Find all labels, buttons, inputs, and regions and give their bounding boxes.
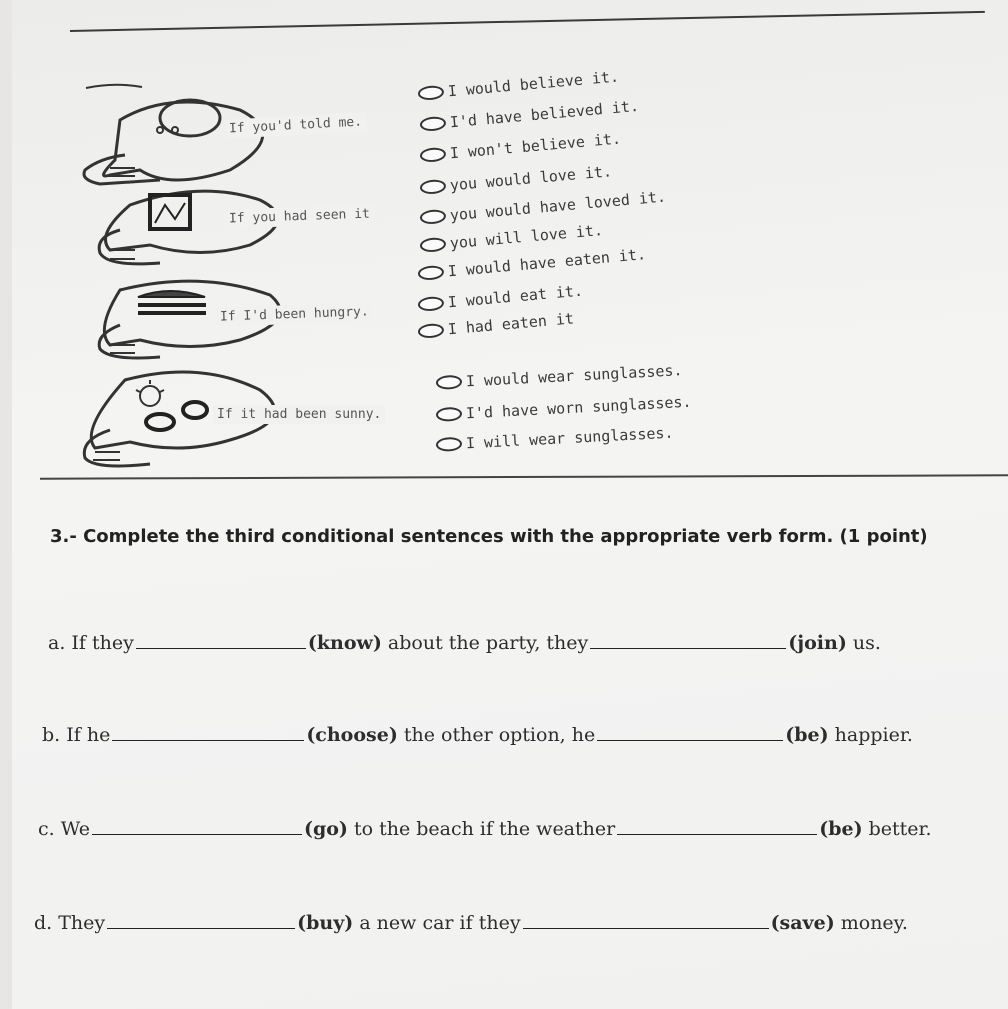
radio-button[interactable] (419, 116, 446, 132)
option-row[interactable] (436, 361, 683, 392)
matching-worksheet (0, 0, 1008, 482)
radio-button[interactable] (417, 85, 444, 101)
option-row[interactable] (436, 424, 674, 454)
verb-hint: (be) (785, 724, 829, 746)
radio-button[interactable] (417, 265, 444, 281)
radio-button[interactable] (419, 147, 446, 163)
answer-blank[interactable] (92, 833, 302, 835)
option-label: I will wear sunglasses. (465, 423, 674, 453)
option-row[interactable] (417, 282, 583, 314)
sentence-end: happier. (834, 724, 913, 746)
option-row[interactable] (419, 221, 603, 255)
option-row[interactable] (436, 393, 692, 424)
exercise-sentence (38, 818, 932, 840)
option-label: I would eat it. (447, 281, 584, 312)
verb-hint: (join) (788, 632, 847, 654)
option-label: I won't believe it. (449, 129, 622, 163)
radio-button[interactable] (436, 375, 463, 390)
sentence-letter: c. (38, 818, 55, 840)
top-border-line (70, 11, 985, 32)
verb-hint: (go) (303, 818, 348, 840)
exercise-sentence (48, 632, 881, 654)
option-label: I'd have worn sunglasses. (465, 392, 692, 423)
option-label: I had eaten it (447, 309, 575, 339)
radio-button[interactable] (417, 296, 444, 312)
radio-button[interactable] (419, 179, 446, 195)
verb-hint: (choose) (306, 724, 398, 746)
sentence-start: They (58, 912, 106, 934)
sentence-end: better. (868, 818, 932, 840)
sentence-start: We (60, 818, 90, 840)
verb-hint: (buy) (297, 912, 354, 934)
sentence-start: If they (71, 632, 134, 654)
option-label: you would love it. (449, 162, 613, 195)
sentence-letter: d. (34, 912, 53, 934)
answer-blank[interactable] (112, 739, 304, 741)
radio-button[interactable] (419, 209, 446, 225)
scene-label: If you had seen it (225, 204, 374, 228)
option-row[interactable] (419, 129, 621, 165)
sentence-middle: to the beach if the weather (353, 818, 616, 840)
sentence-start: If he (66, 724, 111, 746)
scene-label: If you'd told me. (225, 112, 367, 138)
sentence-middle: about the party, they (387, 632, 589, 654)
answer-blank[interactable] (597, 739, 783, 741)
sentence-letter: b. (42, 724, 61, 746)
verb-hint: (know) (307, 632, 382, 654)
radio-button[interactable] (436, 437, 463, 452)
option-label: I'd have believed it. (449, 96, 640, 132)
answer-blank[interactable] (107, 927, 295, 929)
option-label: you will love it. (449, 221, 604, 253)
sentence-letter: a. (48, 632, 66, 654)
exercise-sentence (34, 912, 908, 934)
exercise-heading: 3.- Complete the third conditional sentences with the appropriate verb form. (1 point) (50, 526, 928, 547)
answer-blank[interactable] (590, 647, 786, 649)
option-label: you would have loved it. (449, 187, 667, 225)
option-label: I would wear sunglasses. (465, 361, 683, 391)
option-row[interactable] (417, 309, 574, 341)
answer-blank[interactable] (523, 927, 769, 929)
option-row[interactable] (419, 162, 612, 197)
option-row[interactable] (417, 67, 619, 103)
sentence-middle: the other option, he (403, 724, 596, 746)
scene-label: If it had been sunny. (213, 405, 385, 424)
answer-blank[interactable] (136, 647, 306, 649)
option-row[interactable] (419, 97, 639, 134)
radio-button[interactable] (419, 237, 446, 253)
scene-label: If I'd been hungry. (216, 302, 373, 326)
radio-button[interactable] (417, 323, 444, 339)
verb-hint: (be) (819, 818, 863, 840)
sentence-middle: a new car if they (359, 912, 521, 934)
option-label: I would believe it. (447, 67, 620, 101)
verb-hint: (save) (770, 912, 835, 934)
answer-blank[interactable] (617, 833, 817, 835)
radio-button[interactable] (436, 407, 463, 422)
sentence-end: money. (840, 912, 908, 934)
option-label: I would have eaten it. (447, 245, 647, 281)
exercise-sentence (42, 724, 913, 746)
sentence-end: us. (852, 632, 881, 654)
